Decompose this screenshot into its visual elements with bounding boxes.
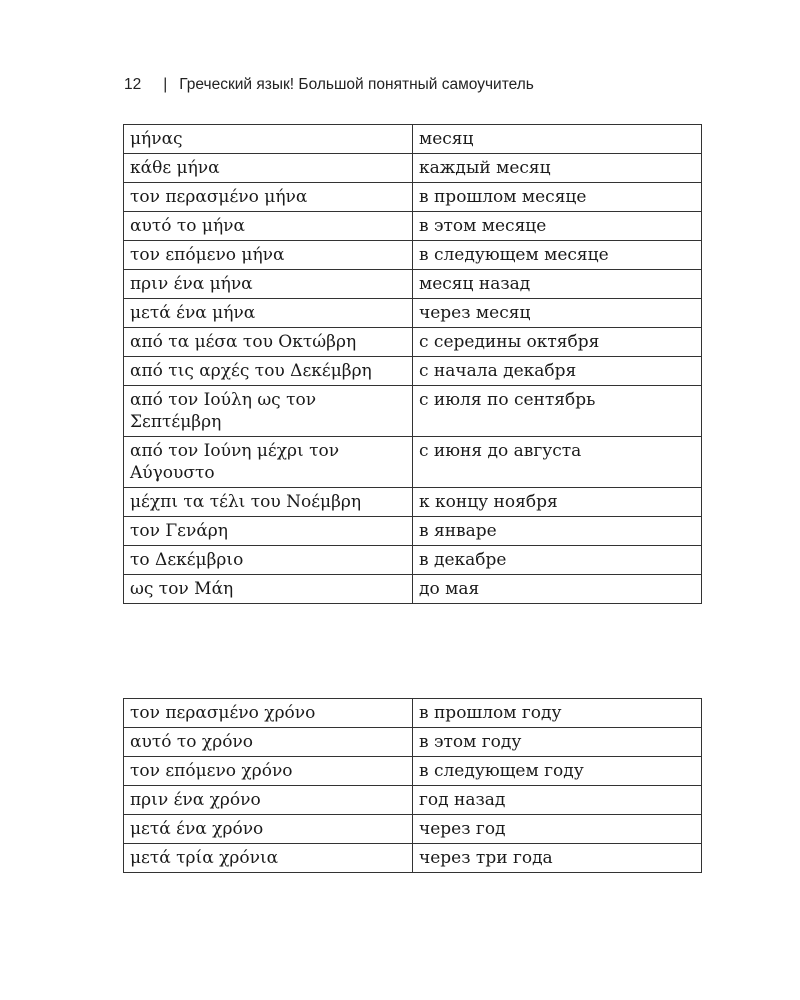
greek-cell: τον Γενάρη — [124, 517, 413, 546]
russian-cell: в прошлом месяце — [413, 183, 702, 212]
table-row — [124, 357, 702, 386]
table-row — [124, 270, 702, 299]
greek-cell: αυτό το μήνα — [124, 212, 413, 241]
russian-cell: в прошлом году — [413, 699, 702, 728]
table-row — [124, 546, 702, 575]
greek-cell: από τα μέσα του Οκτώβρη — [124, 328, 413, 357]
years-table-body — [124, 699, 702, 873]
running-head — [124, 74, 534, 96]
table-row — [124, 299, 702, 328]
russian-cell: год назад — [413, 786, 702, 815]
russian-cell: в декабре — [413, 546, 702, 575]
table-row — [124, 728, 702, 757]
greek-cell: το Δεκέμβριο — [124, 546, 413, 575]
years-vocabulary-table — [123, 698, 702, 873]
russian-cell: в следующем году — [413, 757, 702, 786]
greek-cell: τον επόμενο μήνα — [124, 241, 413, 270]
russian-cell: в этом месяце — [413, 212, 702, 241]
table-row — [124, 757, 702, 786]
russian-cell: месяц назад — [413, 270, 702, 299]
table-row — [124, 386, 702, 437]
russian-cell: через год — [413, 815, 702, 844]
russian-cell: с середины октября — [413, 328, 702, 357]
greek-cell: πριν ένα χρόνο — [124, 786, 413, 815]
table-row — [124, 488, 702, 517]
page-number: 12 — [124, 76, 142, 93]
table-row — [124, 437, 702, 488]
header-separator: | — [163, 76, 168, 93]
table-row — [124, 815, 702, 844]
greek-cell: από τις αρχές του Δεκέμβρη — [124, 357, 413, 386]
russian-cell: с июня до августа — [413, 437, 702, 488]
table-row — [124, 241, 702, 270]
greek-cell: τον επόμενο χρόνο — [124, 757, 413, 786]
russian-cell: месяц — [413, 125, 702, 154]
russian-cell: до мая — [413, 575, 702, 604]
greek-cell: κάθε μήνα — [124, 154, 413, 183]
table-row — [124, 154, 702, 183]
greek-cell: μετά τρία χρόνια — [124, 844, 413, 873]
months-table-body — [124, 125, 702, 604]
greek-cell: τον περασμένο μήνα — [124, 183, 413, 212]
table-row — [124, 183, 702, 212]
russian-cell: через месяц — [413, 299, 702, 328]
russian-cell: к концу ноября — [413, 488, 702, 517]
russian-cell: с июля по сентябрь — [413, 386, 702, 437]
greek-cell: μετά ένα μήνα — [124, 299, 413, 328]
table-row — [124, 328, 702, 357]
greek-cell: ως τον Μάη — [124, 575, 413, 604]
table-row — [124, 844, 702, 873]
table-row — [124, 125, 702, 154]
table-row — [124, 786, 702, 815]
months-vocabulary-table — [123, 124, 702, 604]
greek-cell: από τον Ιούλη ως τον Σεπτέμβρη — [124, 386, 413, 437]
table-row — [124, 212, 702, 241]
book-title: Греческий язык! Большой понятный самоучитель — [179, 76, 534, 93]
table-row — [124, 699, 702, 728]
greek-cell: τον περασμένο χρόνο — [124, 699, 413, 728]
russian-cell: в следующем месяце — [413, 241, 702, 270]
russian-cell: каждый месяц — [413, 154, 702, 183]
russian-cell: с начала декабря — [413, 357, 702, 386]
greek-cell: μετά ένα χρόνο — [124, 815, 413, 844]
russian-cell: через три года — [413, 844, 702, 873]
table-row — [124, 517, 702, 546]
russian-cell: в январе — [413, 517, 702, 546]
table-row — [124, 575, 702, 604]
greek-cell: μήνας — [124, 125, 413, 154]
greek-cell: μέχπι τα τέλι του Νοέμβρη — [124, 488, 413, 517]
russian-cell: в этом году — [413, 728, 702, 757]
greek-cell: πριν ένα μήνα — [124, 270, 413, 299]
greek-cell: από τον Ιούνη μέχρι τον Αύγουστο — [124, 437, 413, 488]
greek-cell: αυτό το χρόνο — [124, 728, 413, 757]
